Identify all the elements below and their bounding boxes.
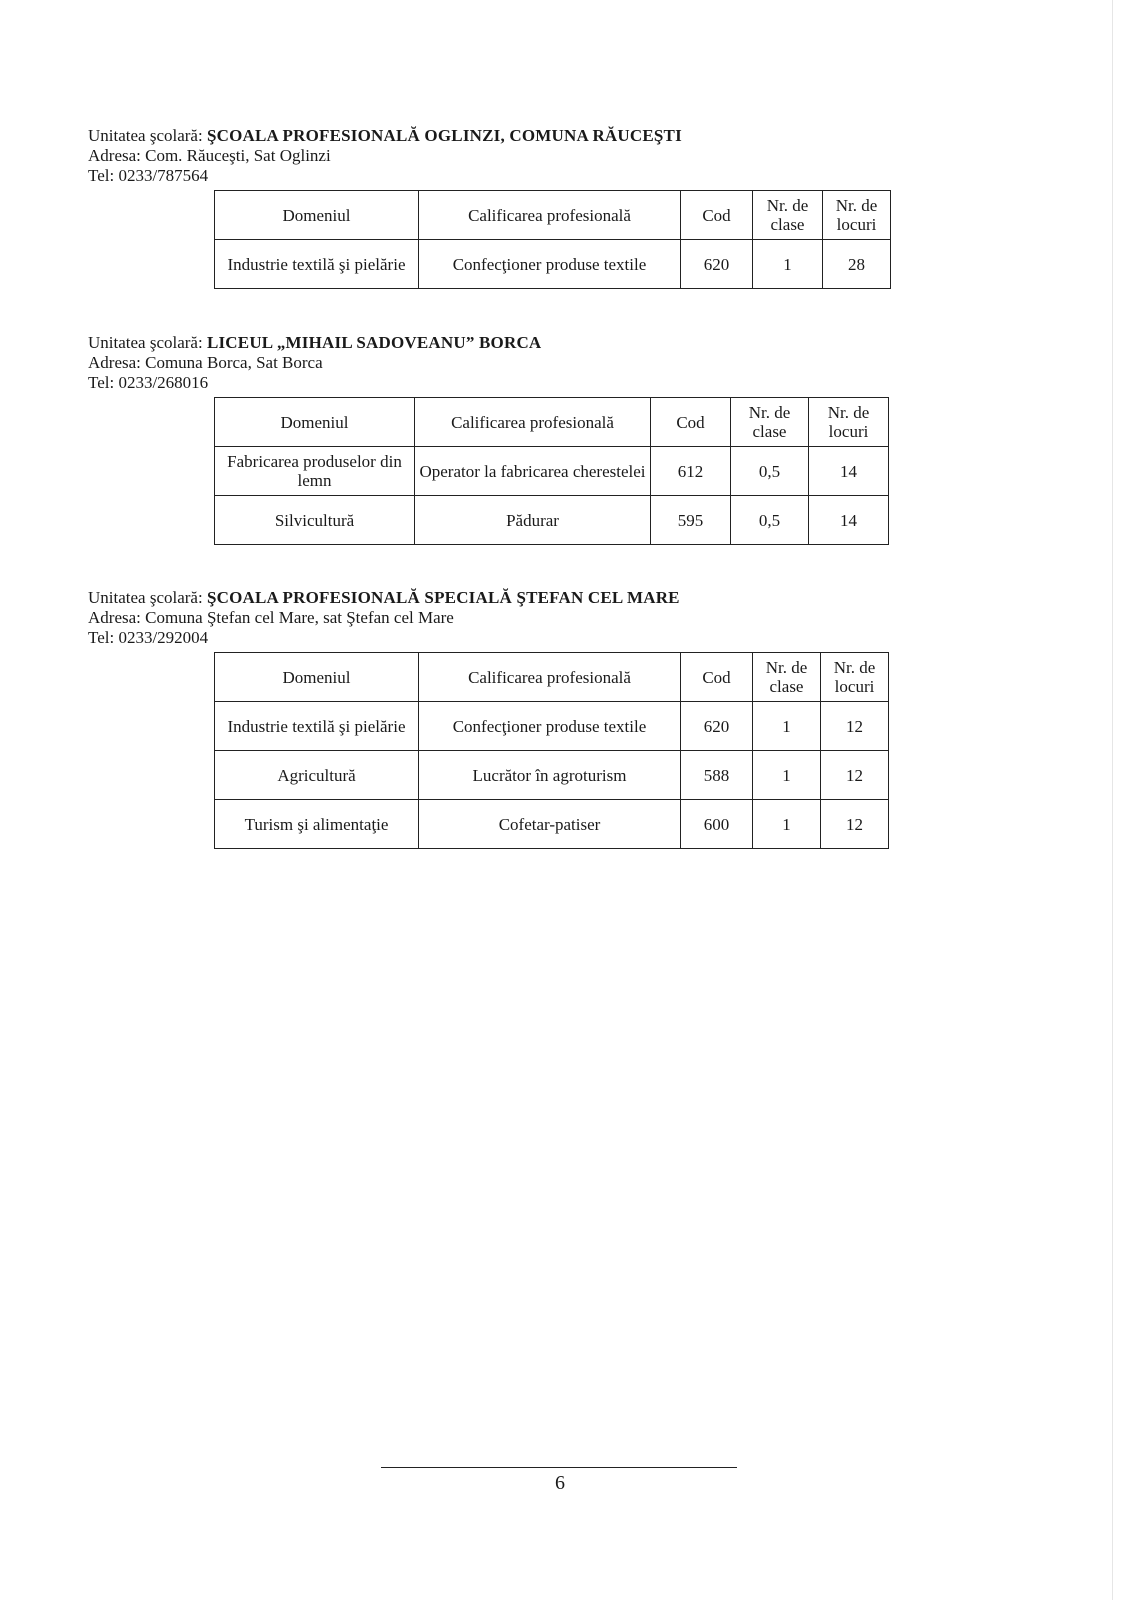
cell-cod: 600 bbox=[681, 800, 753, 849]
unit-label: Unitatea şcolară: bbox=[88, 588, 203, 607]
cell-clase: 1 bbox=[753, 702, 821, 751]
table-header-row bbox=[215, 398, 889, 447]
header-clase: Nr. de clase bbox=[753, 653, 821, 702]
header-calificarea: Calificarea profesională bbox=[415, 398, 651, 447]
cell-locuri: 14 bbox=[809, 496, 889, 545]
page-number: 6 bbox=[555, 1472, 565, 1494]
header-domeniul: Domeniul bbox=[215, 398, 415, 447]
footer-rule bbox=[381, 1467, 737, 1468]
cell-locuri: 12 bbox=[821, 800, 889, 849]
cell-clase: 0,5 bbox=[731, 447, 809, 496]
cell-calificarea: Operator la fabricarea cherestelei bbox=[415, 447, 651, 496]
header-cod: Cod bbox=[651, 398, 731, 447]
unit-1-info bbox=[88, 126, 682, 186]
unit-phone: Tel: 0233/268016 bbox=[88, 373, 209, 392]
header-calificarea: Calificarea profesională bbox=[419, 653, 681, 702]
header-clase: Nr. de clase bbox=[731, 398, 809, 447]
cell-calificarea: Pădurar bbox=[415, 496, 651, 545]
unit-3-title bbox=[88, 588, 680, 608]
header-locuri: Nr. de locuri bbox=[809, 398, 889, 447]
unit-1-title bbox=[88, 126, 682, 146]
cell-domeniul: Industrie textilă şi pielărie bbox=[215, 240, 419, 289]
unit-3-table bbox=[214, 652, 889, 849]
cell-calificarea: Cofetar-patiser bbox=[419, 800, 681, 849]
table-row bbox=[215, 751, 889, 800]
table-row bbox=[215, 240, 891, 289]
cell-locuri: 28 bbox=[823, 240, 891, 289]
unit-phone: Tel: 0233/787564 bbox=[88, 166, 209, 185]
unit-name: LICEUL „MIHAIL SADOVEANU” BORCA bbox=[206, 333, 542, 352]
cell-calificarea: Lucrător în agroturism bbox=[419, 751, 681, 800]
cell-locuri: 14 bbox=[809, 447, 889, 496]
cell-clase: 0,5 bbox=[731, 496, 809, 545]
cell-cod: 612 bbox=[651, 447, 731, 496]
cell-locuri: 12 bbox=[821, 751, 889, 800]
unit-phone: Tel: 0233/292004 bbox=[88, 628, 209, 647]
cell-domeniul: Silvicultură bbox=[215, 496, 415, 545]
unit-name: ŞCOALA PROFESIONALĂ OGLINZI, COMUNA RĂUCEŞTI bbox=[206, 126, 682, 145]
unit-1-table bbox=[214, 190, 891, 289]
cell-clase: 1 bbox=[753, 751, 821, 800]
page-edge-line bbox=[1112, 0, 1113, 1600]
unit-2-title bbox=[88, 333, 541, 353]
table-row bbox=[215, 702, 889, 751]
cell-calificarea: Confecţioner produse textile bbox=[419, 240, 681, 289]
cell-clase: 1 bbox=[753, 800, 821, 849]
cell-domeniul: Fabricarea produselor din lemn bbox=[215, 447, 415, 496]
cell-cod: 595 bbox=[651, 496, 731, 545]
table-row bbox=[215, 496, 889, 545]
cell-domeniul: Turism şi alimentaţie bbox=[215, 800, 419, 849]
unit-2-table bbox=[214, 397, 889, 545]
unit-label: Unitatea şcolară: bbox=[88, 126, 203, 145]
cell-calificarea: Confecţioner produse textile bbox=[419, 702, 681, 751]
header-domeniul: Domeniul bbox=[215, 191, 419, 240]
cell-clase: 1 bbox=[753, 240, 823, 289]
unit-address: Adresa: Com. Răuceşti, Sat Oglinzi bbox=[88, 146, 331, 165]
cell-locuri: 12 bbox=[821, 702, 889, 751]
cell-cod: 620 bbox=[681, 240, 753, 289]
table-header-row bbox=[215, 191, 891, 240]
header-cod: Cod bbox=[681, 653, 753, 702]
table-row bbox=[215, 447, 889, 496]
cell-cod: 588 bbox=[681, 751, 753, 800]
unit-name: ŞCOALA PROFESIONALĂ SPECIALĂ ŞTEFAN CEL MARE bbox=[206, 588, 680, 607]
cell-domeniul: Agricultură bbox=[215, 751, 419, 800]
unit-2-info bbox=[88, 333, 541, 393]
header-calificarea: Calificarea profesională bbox=[419, 191, 681, 240]
header-domeniul: Domeniul bbox=[215, 653, 419, 702]
cell-cod: 620 bbox=[681, 702, 753, 751]
header-locuri: Nr. de locuri bbox=[821, 653, 889, 702]
table-header-row bbox=[215, 653, 889, 702]
unit-address: Adresa: Comuna Ştefan cel Mare, sat Ştefan cel Mare bbox=[88, 608, 454, 627]
cell-domeniul: Industrie textilă şi pielărie bbox=[215, 702, 419, 751]
header-clase: Nr. de clase bbox=[753, 191, 823, 240]
unit-label: Unitatea şcolară: bbox=[88, 333, 203, 352]
unit-address: Adresa: Comuna Borca, Sat Borca bbox=[88, 353, 323, 372]
unit-3-info bbox=[88, 588, 680, 648]
header-locuri: Nr. de locuri bbox=[823, 191, 891, 240]
table-row bbox=[215, 800, 889, 849]
header-cod: Cod bbox=[681, 191, 753, 240]
